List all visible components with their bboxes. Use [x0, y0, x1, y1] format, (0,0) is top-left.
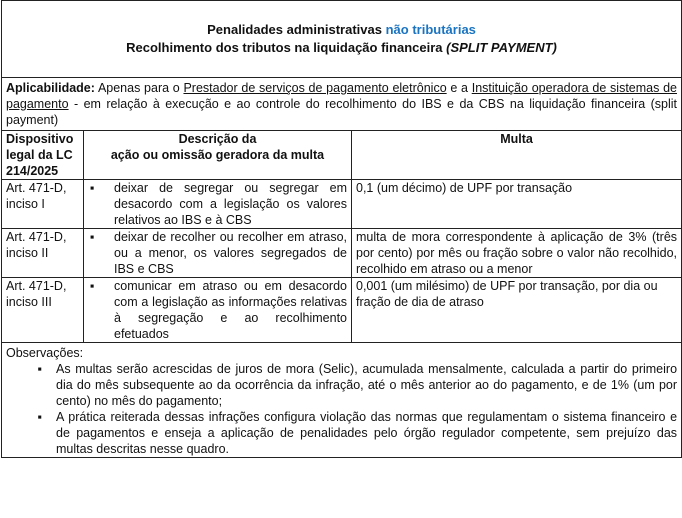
row-descricao-text: comunicar em atraso ou em desacordo com a legislação as informações relativas à segregação e ao recolhimento efetuados: [114, 279, 347, 341]
row-dispositivo: Art. 471-D, inciso III: [2, 278, 84, 343]
title-highlight: não tributárias: [385, 22, 476, 37]
row-multa: multa de mora correspondente à aplicação de 3% (três por cento) por mês ou fração sobre o valor não recolhido, recolhido em atraso ou a menor: [352, 229, 682, 278]
title-prefix: Penalidades administrativas: [207, 22, 382, 37]
institution-link[interactable]: Instituição operadora de sistemas de pagamento: [6, 81, 677, 111]
observations-row: [2, 343, 682, 458]
provider-link[interactable]: Prestador de serviços de pagamento eletrônico: [183, 81, 447, 95]
row-descricao: [84, 229, 352, 278]
header-multa: Multa: [352, 131, 682, 180]
table-row: [2, 278, 682, 343]
observations-label: Observações:: [6, 346, 84, 360]
table-row: [2, 229, 682, 278]
bullet-icon: ▪: [37, 410, 42, 424]
row-descricao: [84, 180, 352, 229]
row-multa: 0,1 (um décimo) de UPF por transação: [352, 180, 682, 229]
subtitle-italic: (SPLIT PAYMENT): [446, 40, 557, 55]
bullet-icon: ▪: [90, 279, 95, 293]
applicability-text-3: - em relação à execução e ao controle do recolhimento do IBS e da CBS na liquidação financeira (split payment): [6, 97, 678, 127]
applicability-label: Aplicabilidade:: [6, 81, 95, 95]
title-line-1: [6, 21, 677, 39]
observation-text: As multas serão acrescidas de juros de mora (Selic), acumulada mensalmente, calculada a partir do primeiro dia do mês subsequente ao da ocorrência da infração, até o mês anterior ao do pagamento, e de 1% (um por cento) no mês do pagamento;: [56, 362, 678, 408]
title-row: [2, 1, 682, 78]
row-descricao-text: deixar de segregar ou segregar em desacordo com a legislação os valores relativos ao IBS e à CBS: [114, 181, 347, 227]
row-descricao-text: deixar de recolher ou recolher em atraso, ou a menor, os valores segregados de IBS e CBS: [114, 230, 347, 276]
penalties-document: [1, 0, 681, 458]
column-header-row: [2, 131, 682, 180]
list-item: [6, 409, 677, 457]
header-descricao-line-1: Descrição da: [178, 132, 257, 146]
row-descricao: [84, 278, 352, 343]
row-dispositivo: Art. 471-D, inciso II: [2, 229, 84, 278]
bullet-icon: ▪: [90, 230, 95, 244]
list-item: [6, 361, 677, 409]
header-descricao: [84, 131, 352, 180]
bullet-icon: ▪: [90, 181, 95, 195]
observation-text: A prática reiterada dessas infrações configura violação das normas que regulamentam o sistema financeiro e de pagamentos e enseja a aplicação de penalidades pelo órgão regulador competente, sem prejuízo das multas descritas nesse quadro.: [56, 410, 678, 456]
subtitle-prefix: Recolhimento dos tributos na liquidação financeira: [126, 40, 443, 55]
table-row: [2, 180, 682, 229]
applicability-row: [2, 78, 682, 131]
title-line-2: [6, 39, 677, 57]
penalties-table: [1, 0, 682, 458]
header-dispositivo: Dispositivo legal da LC 214/2025: [2, 131, 84, 180]
row-multa: 0,001 (um milésimo) de UPF por transação, por dia ou fração de dia de atraso: [352, 278, 682, 343]
applicability-text-1: Apenas para o: [97, 81, 180, 95]
row-dispositivo: Art. 471-D, inciso I: [2, 180, 84, 229]
observations-cell: [2, 343, 682, 458]
bullet-icon: ▪: [37, 362, 42, 376]
title-cell: [2, 1, 682, 78]
header-descricao-line-2: ação ou omissão geradora da multa: [110, 148, 325, 162]
observations-list: [6, 361, 677, 457]
applicability-cell: [2, 78, 682, 131]
applicability-text-2: e a: [450, 81, 468, 95]
